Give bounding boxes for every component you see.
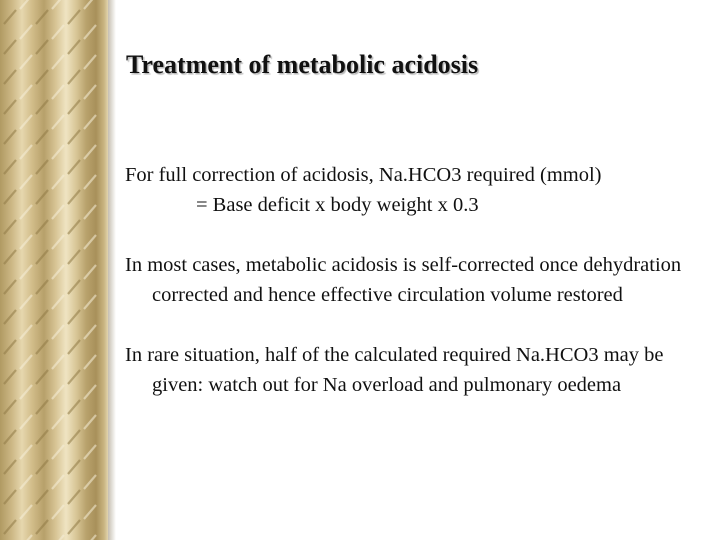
border-shadow	[108, 0, 116, 540]
diagonal-stripe-pattern	[0, 0, 108, 540]
paragraph-self-correction: In most cases, metabolic acidosis is self-corrected once dehydration corrected and hence effective circulation volume restored	[125, 254, 682, 306]
paragraph-full-correction	[125, 160, 710, 220]
slide-title: Treatment of metabolic acidosis	[126, 50, 479, 79]
full-correction-text: For full correction of acidosis, Na.HCO3 required (mmol)	[125, 164, 602, 186]
bicarbonate-formula: = Base deficit x body weight x 0.3	[196, 194, 479, 216]
decorative-gold-border	[0, 0, 108, 540]
paragraph-rare-situation: In rare situation, half of the calculated required Na.HCO3 may be given: watch out for Na overload and pulmonary oedema	[125, 344, 664, 396]
slide-body	[125, 160, 710, 430]
